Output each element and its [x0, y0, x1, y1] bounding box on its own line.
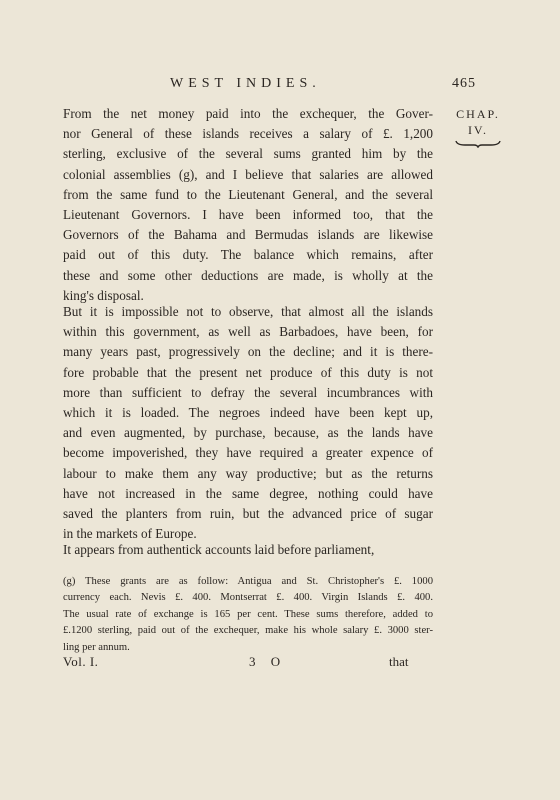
- paragraph-1-line: paid out of this duty. The balance which remains, after: [63, 247, 433, 263]
- footnote-line: (g) These grants are as follow: Antigua and St. Christopher's £. 1000: [63, 576, 433, 587]
- paragraph-1-line: Governors of the Bahama and Bermudas islands are likewise: [63, 227, 433, 243]
- volume-label: Vol. I.: [63, 654, 99, 669]
- paragraph-1: [63, 104, 433, 306]
- paragraph-2-line: many years past, progressively on the decline; and it is there-: [63, 344, 433, 360]
- chapter-number: IV.: [467, 123, 489, 137]
- paragraph-3: [63, 540, 433, 560]
- footnote: [63, 574, 433, 656]
- paragraph-2-line: labour to make them any way productive; but as the returns: [63, 465, 433, 481]
- brace-ornament-icon: [455, 140, 501, 148]
- paragraph-1-line: king's disposal.: [63, 287, 144, 303]
- paragraph-1-line: these and some other deductions are made, is wholly at the: [63, 267, 433, 283]
- paragraph-1-line: colonial assemblies (g), and I believe that salaries are allowed: [63, 166, 433, 182]
- paragraph-2-line: have not increased in the same degree, nothing could have: [63, 485, 433, 501]
- chapter-margin-note: [440, 106, 516, 148]
- paragraph-1-line: From the net money paid into the exchequer, the Gover-: [63, 106, 433, 121]
- page-footer: [63, 654, 433, 672]
- paragraph-2-line: fore probable that the present net produce of this duty is not: [63, 364, 433, 380]
- signature-mark: 3 O: [249, 654, 287, 669]
- paragraph-2-line: become impoverished, they have required a greater expence of: [63, 445, 433, 461]
- paragraph-2-line: saved the planters from ruin, but the advanced price of sugar: [63, 506, 433, 522]
- footnote-line: currency each. Nevis £. 400. Montserrat £. 400. Virgin Islands £. 400.: [63, 592, 433, 604]
- running-head-title: WEST INDIES.: [170, 76, 321, 91]
- footnote-line: £.1200 sterling, paid out of the exchequer, make his whole salary £. 3000 ster-: [63, 625, 433, 637]
- paragraph-3-line: It appears from authentick accounts laid before parliament,: [63, 542, 375, 557]
- running-head: [0, 76, 560, 98]
- paragraph-2-line: more than sufficient to defray the several incumbrances with: [63, 384, 433, 400]
- footnote-line: The usual rate of exchange is 165 per cent. These sums therefore, added to: [63, 608, 433, 620]
- paragraph-2-line: within this government, as well as Barbadoes, have been, for: [63, 324, 433, 340]
- paragraph-2-line: which it is loaded. The negroes indeed have been kept up,: [63, 405, 433, 421]
- catchword: that: [389, 654, 409, 669]
- paragraph-2: [63, 302, 433, 544]
- paragraph-1-line: from the same fund to the Lieutenant General, and the several: [63, 186, 433, 202]
- paragraph-1-line: sterling, exclusive of the several sums granted him by the: [63, 146, 433, 162]
- paragraph-1-line: Lieutenant Governors. I have been informed too, that the: [63, 207, 433, 223]
- paragraph-2-line: But it is impossible not to observe, that almost all the islands: [63, 304, 433, 319]
- paragraph-2-line: and even augmented, by purchase, because, as the lands have: [63, 425, 433, 441]
- paragraph-2-line: in the markets of Europe.: [63, 526, 197, 542]
- chapter-label: CHAP.: [456, 107, 500, 121]
- page-number: 465: [452, 76, 476, 91]
- paragraph-1-line: nor General of these islands receives a salary of £. 1,200: [63, 126, 433, 142]
- footnote-line: ling per annum.: [63, 641, 130, 653]
